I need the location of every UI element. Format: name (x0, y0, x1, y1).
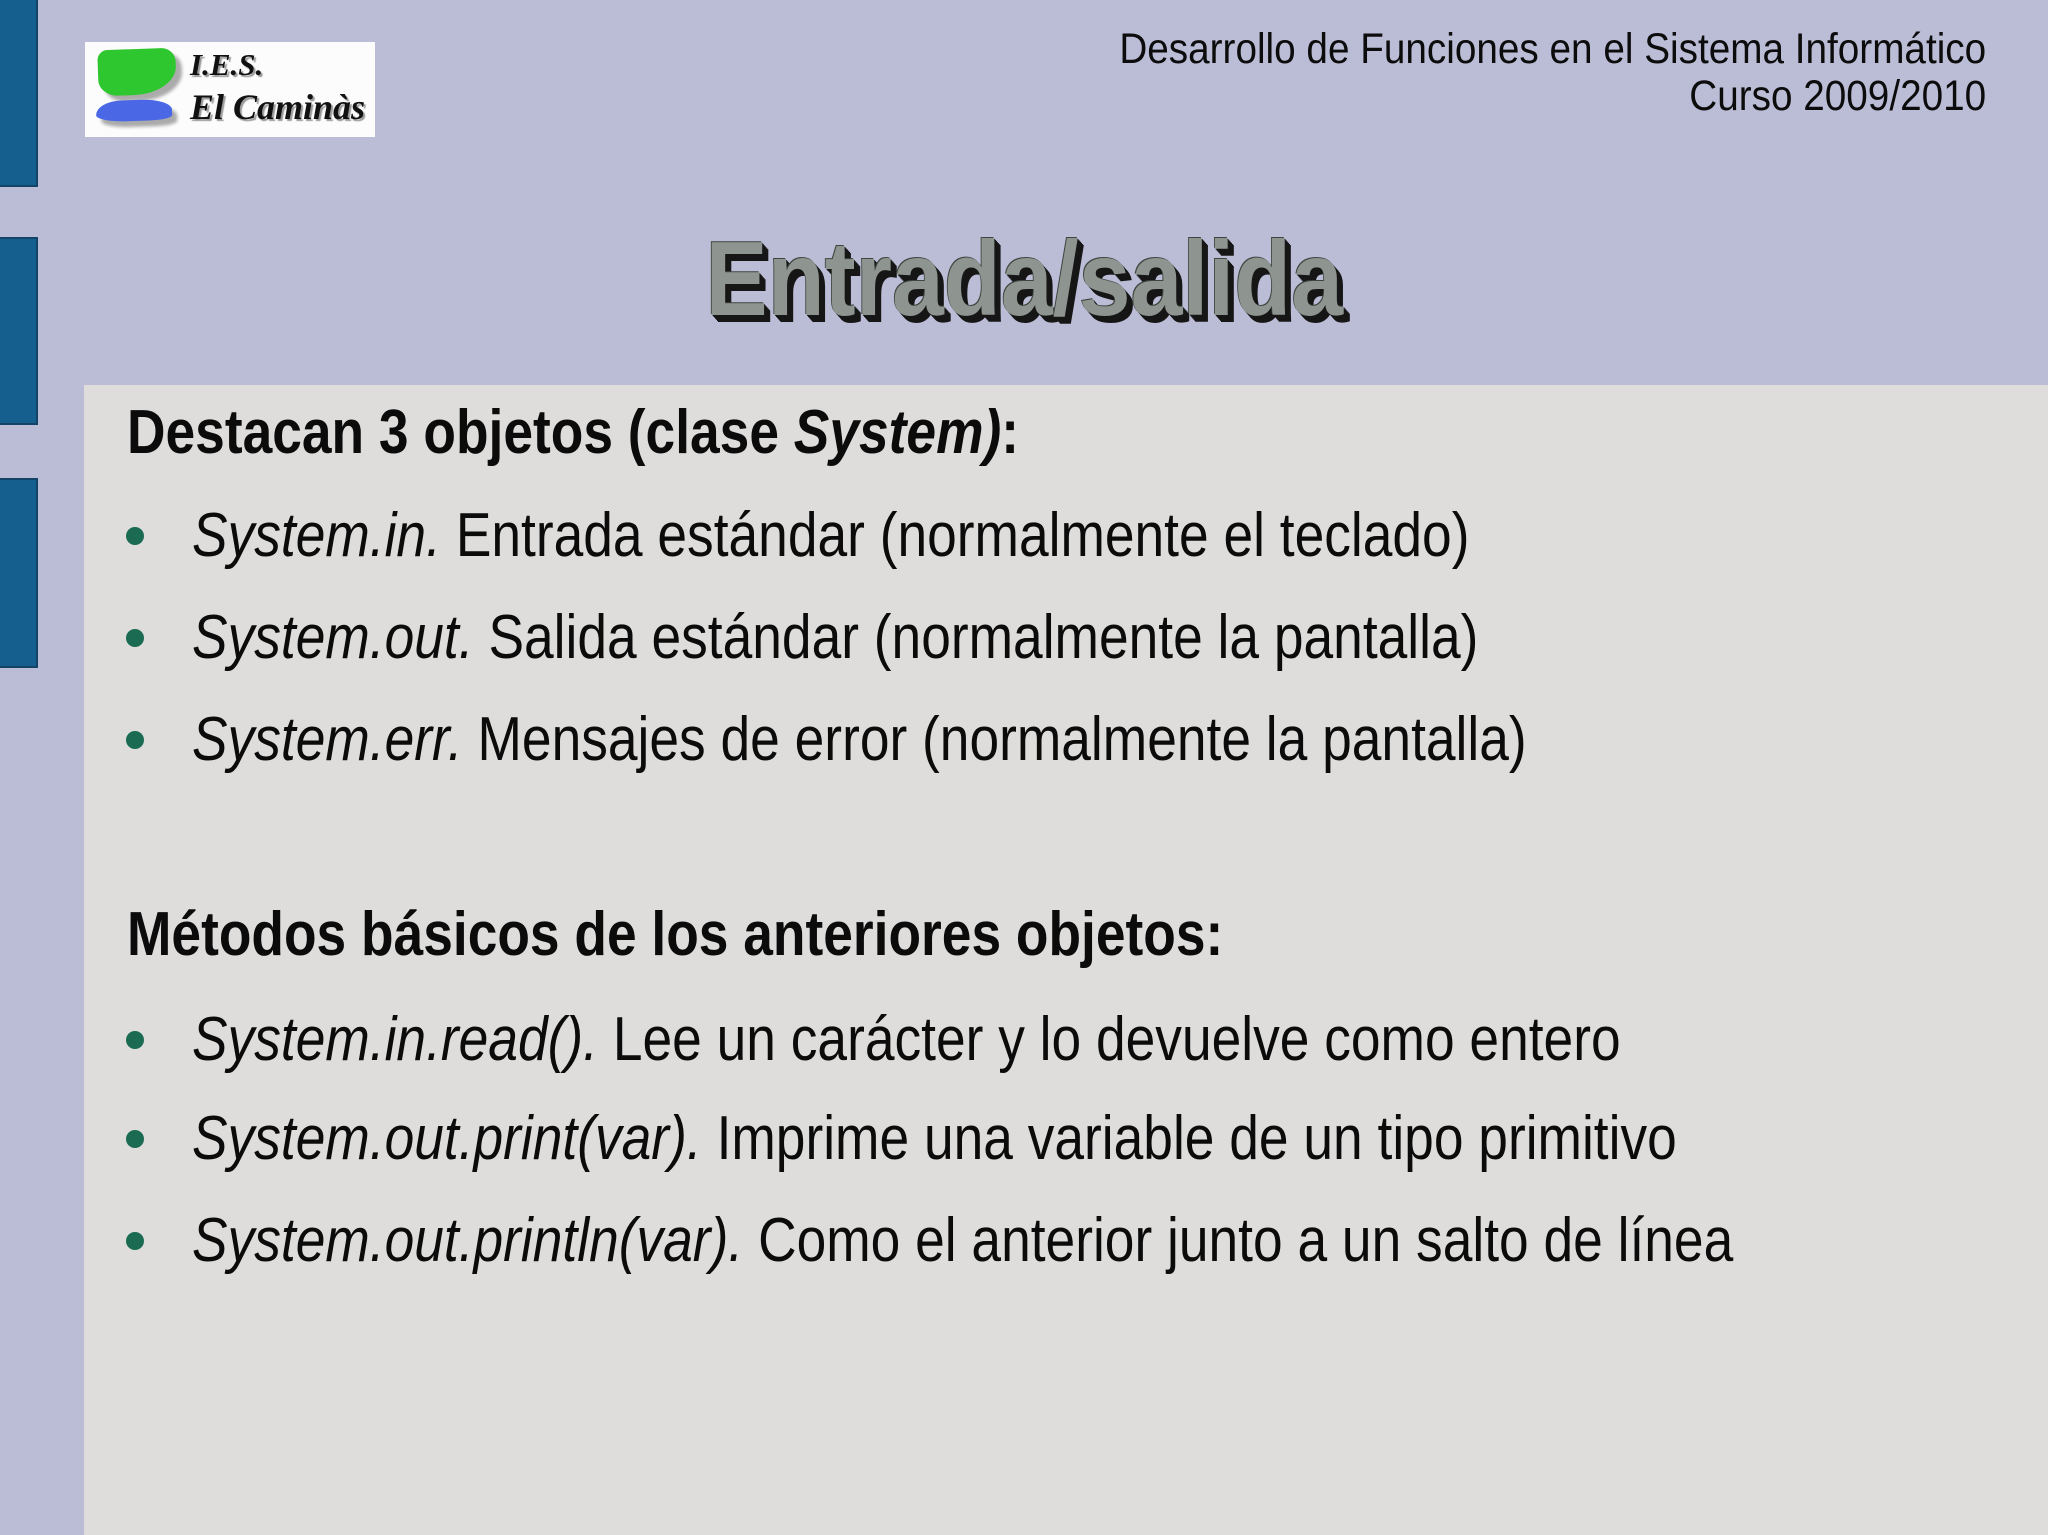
bullet-term: System.err. (192, 705, 463, 774)
logo-green-wave-icon (97, 48, 177, 97)
section1-heading-suffix: : (1001, 398, 1020, 467)
bullet-term: System.in. (192, 501, 441, 570)
logo-text-line2: El Caminàs (190, 87, 366, 128)
bullet-description: Como el anterior junto a un salto de línea (758, 1206, 1734, 1275)
list-item (84, 501, 2048, 570)
list-item (84, 603, 2048, 672)
course-title: Desarrollo de Funciones en el Sistema Informático (1119, 25, 1986, 73)
bullet-description: Imprime una variable de un tipo primitivo (716, 1104, 1677, 1173)
content-panel (84, 385, 2048, 1535)
course-header (1023, 26, 1986, 120)
slide-title (0, 220, 2048, 338)
logo-text-line1: I.E.S. (190, 47, 264, 82)
school-logo (85, 42, 375, 137)
bullet-dot-icon (126, 731, 144, 749)
list-item (84, 1005, 2048, 1074)
course-year: Curso 2009/2010 (1689, 72, 1986, 120)
bullet-description: Lee un carácter y lo devuelve como entero (612, 1005, 1621, 1074)
section1-heading-prefix: Destacan 3 objetos (clase (127, 398, 794, 467)
slide-title-text: Entrada/salida (705, 220, 1343, 338)
list-item (84, 705, 2048, 774)
bullet-dot-icon (126, 1232, 144, 1250)
list-item (84, 1206, 2048, 1275)
list-item (84, 1104, 2048, 1173)
bullet-description: Entrada estándar (normalmente el teclado) (455, 501, 1470, 570)
left-accent-bar-top (0, 0, 38, 187)
section1-heading-italic: System) (793, 398, 1002, 467)
bullet-description: Salida estándar (normalmente la pantalla) (488, 603, 1479, 672)
logo-blue-wave-icon (96, 99, 173, 123)
bullet-term: System.out.print(var). (192, 1104, 702, 1173)
bullet-dot-icon (126, 1130, 144, 1148)
section1-heading (127, 398, 1164, 467)
bullet-term: System.out.println(var). (192, 1206, 744, 1275)
bullet-description: Mensajes de error (normalmente la pantalla) (477, 705, 1527, 774)
logo-text (190, 48, 365, 128)
bullet-dot-icon (126, 629, 144, 647)
bullet-term: System.out. (192, 603, 474, 672)
bullet-dot-icon (126, 1031, 144, 1049)
bullet-term: System.in.read(). (192, 1005, 598, 1074)
left-accent-bar-bottom (0, 478, 38, 668)
section2-heading: Métodos básicos de los anteriores objetos: (127, 900, 1224, 969)
bullet-dot-icon (126, 527, 144, 545)
